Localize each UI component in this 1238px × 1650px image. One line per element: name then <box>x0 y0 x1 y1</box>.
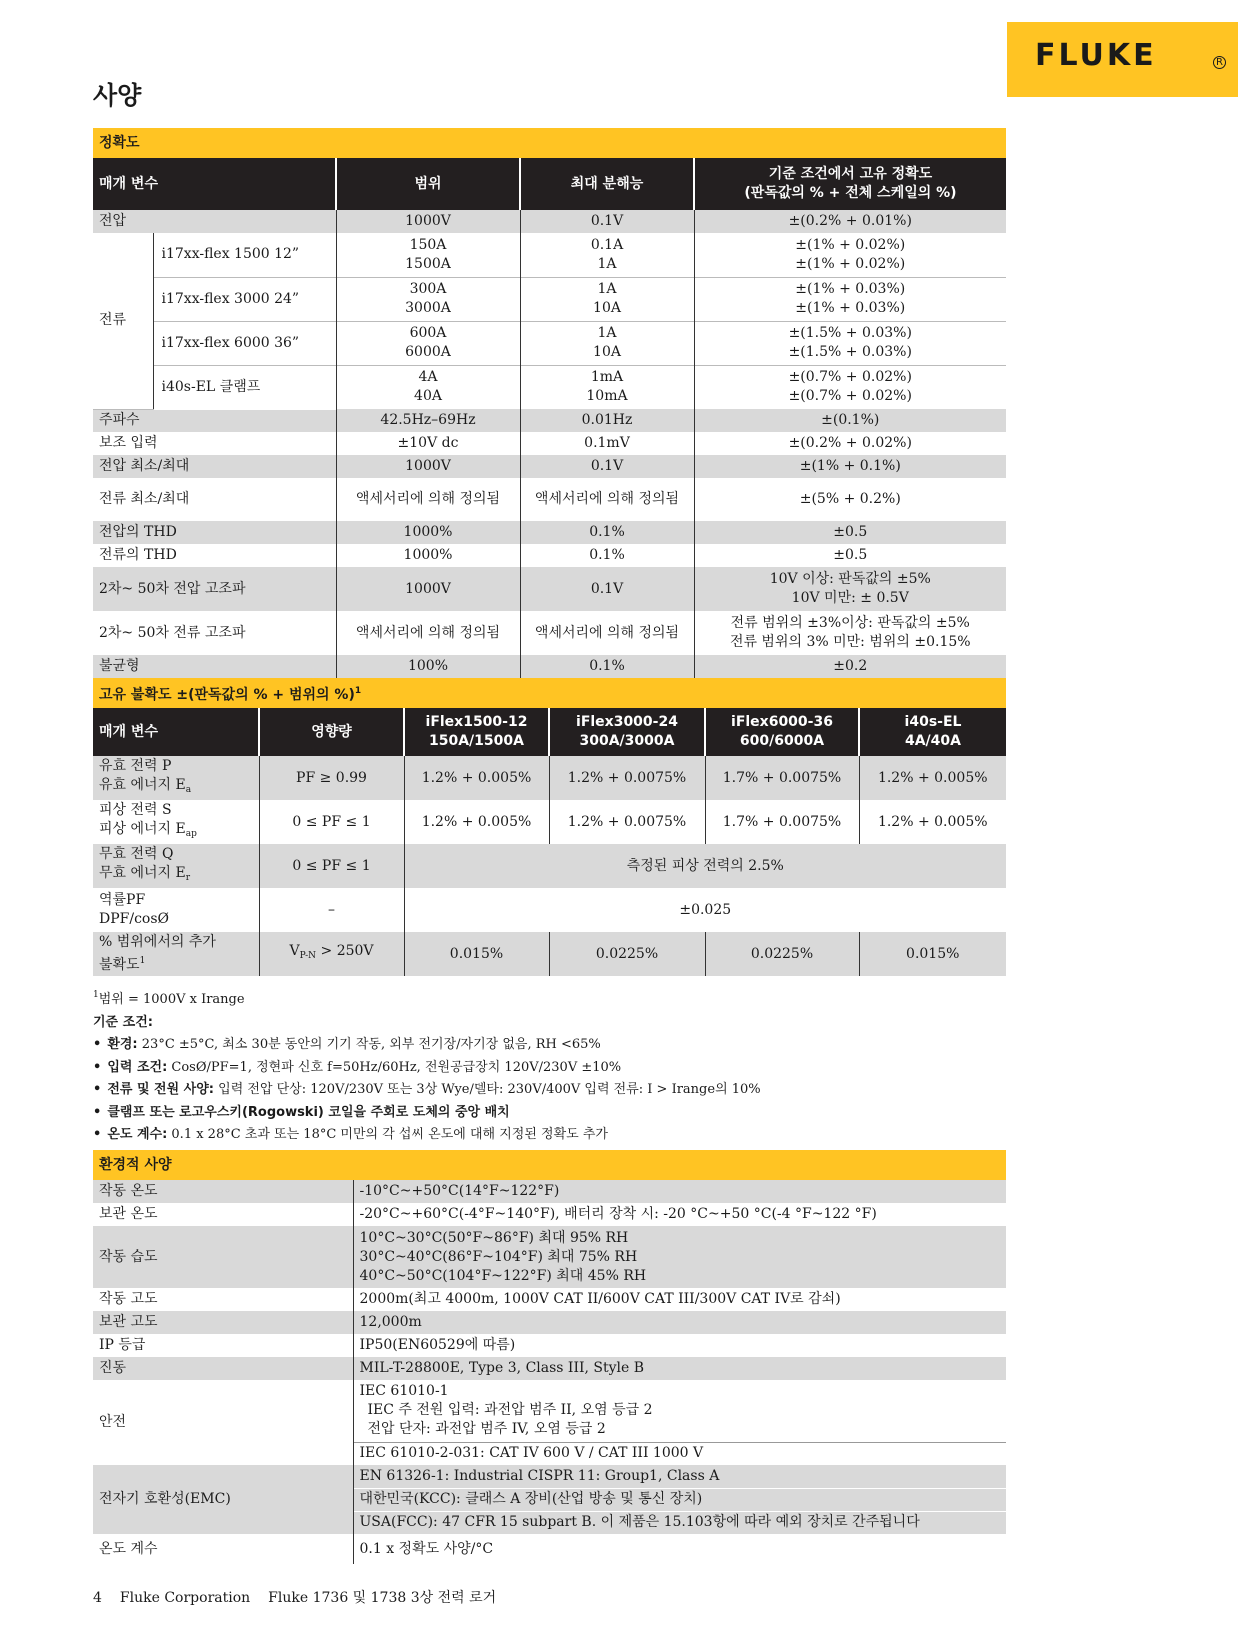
param-cell: 2차~ 50차 전류 고조파 <box>93 611 336 655</box>
acc-cell: ±(1% + 0.02%) ±(1% + 0.02%) <box>694 233 1006 277</box>
value-cell: IEC 61010-2-031: CAT IV 600 V / CAT III 1000 V <box>353 1442 1006 1465</box>
table-row <box>93 611 1006 655</box>
table-row <box>93 1380 1006 1442</box>
range-cell: 1000V <box>336 567 520 611</box>
param-cell: % 범위에서의 추가 불확도$^1$ <box>93 932 259 976</box>
value-cell: 1.2% + 0.005% <box>404 756 549 800</box>
list-item: • 환경: 23°C ±5°C, 최소 30분 동안의 기기 작동, 외부 전기장/자기장 없음, RH <65% <box>93 1037 601 1052</box>
param-cell: 작동 온도 <box>93 1180 353 1203</box>
table-row <box>93 277 1006 321</box>
range-cell: ±10V dc <box>336 432 520 455</box>
registered-icon: R <box>1213 56 1226 69</box>
ref-title: 기준 조건: <box>93 1014 153 1030</box>
value-cell: 1.7% + 0.0075% <box>705 800 859 844</box>
model-cell: i17xx-flex 6000 36” <box>153 321 336 365</box>
value-cell: 1.2% + 0.005% <box>859 756 1006 800</box>
value-cell: MIL-T-28800E, Type 3, Class III, Style B <box>353 1357 1006 1380</box>
param-cell: 전류의 THD <box>93 544 336 567</box>
uncertainty-table-wrap <box>93 678 1006 976</box>
hdr-effect: 영향량 <box>259 708 404 756</box>
acc-cell: ±0.5 <box>694 521 1006 544</box>
table-row <box>93 655 1006 678</box>
list-item: • 온도 계수: 0.1 x 28°C 초과 또는 18°C 미만의 각 섭씨 온도에 대해 지정된 정확도 추가 <box>93 1127 608 1142</box>
table-row <box>93 1311 1006 1334</box>
acc-cell: ±(0.7% + 0.02%) ±(0.7% + 0.02%) <box>694 365 1006 409</box>
hdr-accuracy <box>694 158 1006 210</box>
value-cell: 1.2% + 0.005% <box>404 800 549 844</box>
res-cell: 0.1V <box>520 567 694 611</box>
list-item: • 클램프 또는 로고우스키(Rogowski) 코일을 주회로 도체의 중앙 배치 <box>93 1104 510 1120</box>
value-cell: 0.0225% <box>549 932 705 976</box>
range-cell: 액세서리에 의해 정의됨 <box>336 478 520 521</box>
param-cell: 작동 고도 <box>93 1288 353 1311</box>
table-row <box>93 544 1006 567</box>
range-cell: 액세서리에 의해 정의됨 <box>336 611 520 655</box>
param-cell: 주파수 <box>93 409 336 432</box>
hdr-accuracy-line2: (판독값의 % + 전체 스케일의 %) <box>744 185 957 201</box>
model-cell: i40s-EL 클램프 <box>153 365 336 409</box>
table-row <box>93 1534 1006 1564</box>
res-cell: 0.1mV <box>520 432 694 455</box>
table-row <box>93 800 1006 844</box>
param-cell: 유효 전력 P 유효 에너지 $E_a$ <box>93 756 259 800</box>
hdr-i40s: i40s-EL 4A/40A <box>859 708 1006 756</box>
acc-cell: ±0.2 <box>694 655 1006 678</box>
param-cell: 무효 전력 Q 무효 에너지 $E_r$ <box>93 844 259 888</box>
param-cell: 2차~ 50차 전압 고조파 <box>93 567 336 611</box>
res-cell: 0.1V <box>520 455 694 478</box>
effect-cell: – <box>259 888 404 932</box>
model-cell: i17xx-flex 1500 12” <box>153 233 336 277</box>
acc-cell: ±(1% + 0.1%) <box>694 455 1006 478</box>
current-label: 전류 <box>93 233 153 409</box>
table-row <box>93 844 1006 888</box>
page-footer <box>93 1587 514 1607</box>
param-cell: 전류 최소/최대 <box>93 478 336 521</box>
param-cell: 보조 입력 <box>93 432 336 455</box>
param-cell: 보관 고도 <box>93 1311 353 1334</box>
acc-cell: ±(1.5% + 0.03%) ±(1.5% + 0.03%) <box>694 321 1006 365</box>
value-cell: -10°C~+50°C(14°F~122°F) <box>353 1180 1006 1203</box>
range-cell: 150A 1500A <box>336 233 520 277</box>
hdr-iflex3000: iFlex3000-24 300A/3000A <box>549 708 705 756</box>
model-cell: i17xx-flex 3000 24” <box>153 277 336 321</box>
range-cell: 1000% <box>336 521 520 544</box>
value-cell: USA(FCC): 47 CFR 15 subpart B. 이 제품은 15.103항에 따라 예외 장치로 간주됩니다 <box>353 1511 1006 1534</box>
list-item: • 입력 조건: CosØ/PF=1, 정현파 신호 f=50Hz/60Hz, 전원공급장치 120V/230V ±10% <box>93 1059 622 1075</box>
acc-cell: 전류 범위의 ±3%이상: 판독값의 ±5% 전류 범위의 3% 미만: 범위의 ±0.15% <box>694 611 1006 655</box>
acc-cell: ±(0.2% + 0.02%) <box>694 432 1006 455</box>
param-cell: 전압 최소/최대 <box>93 455 336 478</box>
param-cell: 진동 <box>93 1357 353 1380</box>
hdr-param: 매개 변수 <box>93 708 259 756</box>
acc-cell: ±(1% + 0.03%) ±(1% + 0.03%) <box>694 277 1006 321</box>
param-cell: 전자기 호환성(EMC) <box>93 1465 353 1534</box>
res-cell: 액세서리에 의해 정의됨 <box>520 478 694 521</box>
acc-cell: ±(0.2% + 0.01%) <box>694 210 1006 233</box>
res-cell: 액세서리에 의해 정의됨 <box>520 611 694 655</box>
res-cell: 1mA 10mA <box>520 365 694 409</box>
table-row <box>93 210 1006 233</box>
table-row <box>93 321 1006 365</box>
effect-cell: PF ≥ 0.99 <box>259 756 404 800</box>
footer-company: Fluke Corporation <box>119 1590 251 1606</box>
param-cell: 작동 습도 <box>93 1226 353 1288</box>
list-item: • 전류 및 전원 사양: 입력 전압 단상: 120V/230V 또는 3상 Wye/델타: 230V/400V 입력 전류: I > Irange의 10% <box>93 1082 761 1097</box>
table-row <box>93 1203 1006 1226</box>
effect-cell: 0 ≤ PF ≤ 1 <box>259 800 404 844</box>
res-cell: 0.1V <box>520 210 694 233</box>
table-row <box>93 888 1006 932</box>
range-cell: 300A 3000A <box>336 277 520 321</box>
table-row <box>93 1288 1006 1311</box>
table-row <box>93 1180 1006 1203</box>
table-row <box>93 432 1006 455</box>
environment-table-wrap <box>93 1150 1006 1564</box>
environment-title: 환경적 사양 <box>93 1150 1006 1180</box>
param-cell: IP 등급 <box>93 1334 353 1357</box>
table-row <box>93 233 1006 277</box>
accuracy-title: 정확도 <box>93 128 1006 158</box>
param-cell: 피상 전력 S 피상 에너지 $E_{ap}$ <box>93 800 259 844</box>
effect-cell: 0 ≤ PF ≤ 1 <box>259 844 404 888</box>
param-cell: 안전 <box>93 1380 353 1465</box>
res-cell: 0.1A 1A <box>520 233 694 277</box>
page-title: 사양 <box>93 81 142 110</box>
value-cell: 0.0225% <box>705 932 859 976</box>
value-cell: 0.1 x 정확도 사양/°C <box>353 1534 1006 1564</box>
range-cell: 1000V <box>336 210 520 233</box>
page-number: 4 <box>93 1590 102 1606</box>
value-cell: 10°C~30°C(50°F~86°F) 최대 95% RH 30°C~40°C(86°F~104°F) 최대 75% RH 40°C~50°C(104°F~122°F) 최대 45% RH <box>353 1226 1006 1288</box>
value-cell: 1.7% + 0.0075% <box>705 756 859 800</box>
value-cell: EN 61326-1: Industrial CISPR 11: Group1, Class A <box>353 1465 1006 1488</box>
fluke-logo <box>1007 22 1238 97</box>
value-cell: 0.015% <box>404 932 549 976</box>
table-row <box>93 365 1006 409</box>
logo-text: FLUKE <box>1035 38 1157 73</box>
hdr-iflex6000: iFlex6000-36 600/6000A <box>705 708 859 756</box>
value-cell: 2000m(최고 4000m, 1000V CAT II/600V CAT III/300V CAT IV로 감쇠) <box>353 1288 1006 1311</box>
param-cell: 보관 온도 <box>93 1203 353 1226</box>
table-row <box>93 567 1006 611</box>
acc-cell: 10V 이상: 판독값의 ±5% 10V 미만: ± 0.5V <box>694 567 1006 611</box>
value-cell: 대한민국(KCC): 클래스 A 장비(산업 방송 및 통신 장치) <box>353 1488 1006 1511</box>
res-cell: 0.1% <box>520 521 694 544</box>
param-cell: 불균형 <box>93 655 336 678</box>
range-cell: 1000% <box>336 544 520 567</box>
value-cell: IP50(EN60529에 따름) <box>353 1334 1006 1357</box>
acc-cell: ±(0.1%) <box>694 409 1006 432</box>
table-row <box>93 1357 1006 1380</box>
table-row <box>93 455 1006 478</box>
range-cell: 42.5Hz–69Hz <box>336 409 520 432</box>
value-cell: ±0.025 <box>404 888 1006 932</box>
res-cell: 0.1% <box>520 655 694 678</box>
range-cell: 1000V <box>336 455 520 478</box>
table-row <box>93 932 1006 976</box>
value-cell: 12,000m <box>353 1311 1006 1334</box>
res-cell: 1A 10A <box>520 321 694 365</box>
notes <box>93 984 761 1147</box>
accuracy-table <box>93 128 1006 678</box>
param-cell: 전압의 THD <box>93 521 336 544</box>
param-cell: 전압 <box>93 210 336 233</box>
table-row <box>93 756 1006 800</box>
table-row <box>93 1334 1006 1357</box>
table-row <box>93 478 1006 521</box>
table-row <box>93 409 1006 432</box>
value-cell: 측정된 피상 전력의 2.5% <box>404 844 1006 888</box>
footnote: $^1$범위 = 1000V x Irange <box>93 990 245 1007</box>
range-cell: 600A 6000A <box>336 321 520 365</box>
table-row <box>93 1465 1006 1488</box>
value-cell: IEC 61010-1 IEC 주 전원 입력: 과전압 범주 II, 오염 등급 2 전압 단자: 과전압 범주 IV, 오염 등급 2 <box>353 1380 1006 1442</box>
acc-cell: ±(5% + 0.2%) <box>694 478 1006 521</box>
hdr-param: 매개 변수 <box>93 158 336 210</box>
hdr-accuracy-line1: 기준 조건에서 고유 정확도 <box>768 166 933 182</box>
value-cell: 1.2% + 0.0075% <box>549 756 705 800</box>
uncertainty-table <box>93 678 1006 976</box>
table-row <box>93 1226 1006 1288</box>
hdr-range: 범위 <box>336 158 520 210</box>
footer-doc-title: Fluke 1736 및 1738 3상 전력 로거 <box>268 1590 497 1606</box>
res-cell: 0.01Hz <box>520 409 694 432</box>
res-cell: 1A 10A <box>520 277 694 321</box>
accuracy-table-wrap <box>93 128 1006 678</box>
acc-cell: ±0.5 <box>694 544 1006 567</box>
param-cell: 온도 계수 <box>93 1534 353 1564</box>
effect-cell: $V_{P-N} > 250V$ <box>259 932 404 976</box>
value-cell: 1.2% + 0.0075% <box>549 800 705 844</box>
param-cell: 역률PF DPF/cosØ <box>93 888 259 932</box>
hdr-iflex1500: iFlex1500-12 150A/1500A <box>404 708 549 756</box>
range-cell: 4A 40A <box>336 365 520 409</box>
uncertainty-title: 고유 불확도 ±(판독값의 % + 범위의 %)$^1$ <box>93 678 1006 708</box>
table-row <box>93 521 1006 544</box>
range-cell: 100% <box>336 655 520 678</box>
value-cell: -20°C~+60°C(-4°F~140°F), 배터리 장착 시: -20 °C~+50 °C(-4 °F~122 °F) <box>353 1203 1006 1226</box>
res-cell: 0.1% <box>520 544 694 567</box>
hdr-resolution: 최대 분해능 <box>520 158 694 210</box>
value-cell: 0.015% <box>859 932 1006 976</box>
environment-table <box>93 1150 1006 1564</box>
value-cell: 1.2% + 0.005% <box>859 800 1006 844</box>
